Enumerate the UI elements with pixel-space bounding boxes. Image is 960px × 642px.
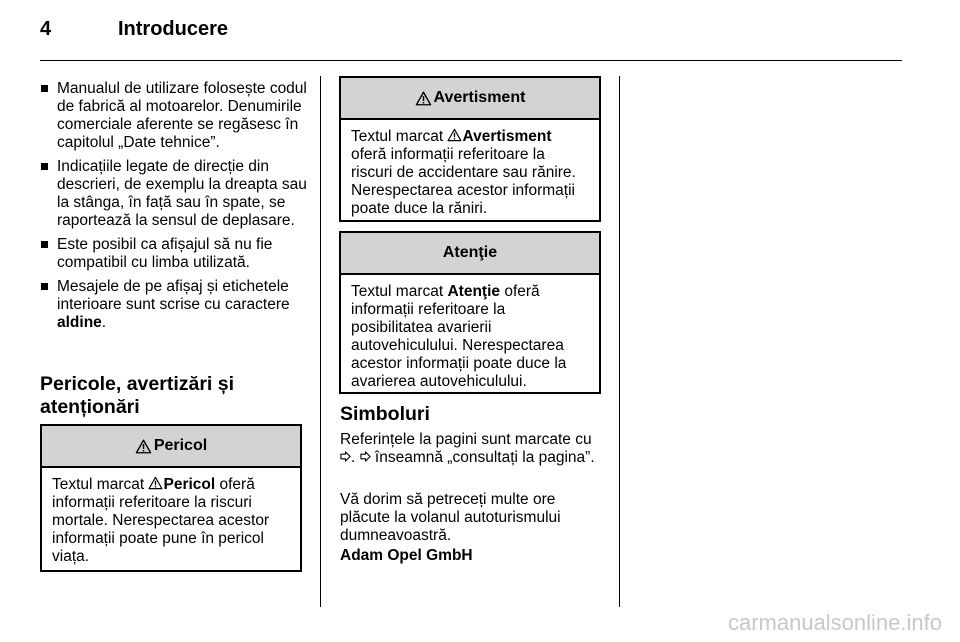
list-item bbox=[40, 236, 308, 272]
pericol-box-body bbox=[42, 468, 300, 566]
avertisment-box-header bbox=[341, 78, 599, 120]
simboluri-paragraph-2: Vă dorim să petreceți multe ore plăcute la volanul autoturismului dumneavoastră. bbox=[340, 491, 561, 544]
simboluri-paragraph-1 bbox=[340, 431, 605, 467]
page-reference-arrow-icon bbox=[340, 451, 351, 462]
warning-triangle-icon bbox=[135, 439, 152, 454]
simboluri-p1-c: înseamnă „consultați la pagina”. bbox=[370, 449, 595, 466]
atentie-body-rest: oferă informații referitoare la posibilitatea avarierii autovehiculului. Nerespectarea acestor informații poate duce la avarierea autovehiculului. bbox=[351, 283, 567, 390]
avertisment-box-title: Avertisment bbox=[433, 89, 526, 106]
atentie-box-title: Atenţie bbox=[442, 244, 498, 261]
column-divider-right bbox=[619, 76, 620, 607]
list-item-period: . bbox=[101, 314, 107, 331]
atentie-box-body bbox=[341, 275, 599, 391]
list-item bbox=[40, 158, 308, 230]
page-title: Introducere bbox=[118, 18, 229, 40]
list-item-text: Manualul de utilizare folosește codul de fabrică al motoarelor. Denumirile comerciale aferente se regăsesc în capitolul „Date tehnice”. bbox=[57, 80, 307, 151]
avertisment-box bbox=[339, 76, 601, 222]
warning-triangle-icon bbox=[148, 476, 163, 490]
warning-triangle-icon bbox=[447, 128, 462, 142]
page-number: 4 bbox=[40, 18, 52, 40]
list-item-text: Indicațiile legate de direcție din descrieri, de exemplu la dreapta sau la stânga, în față sau în spate, se raportează la sensul de deplasare. bbox=[57, 158, 307, 229]
section-heading-pericole: Pericole, avertizări și atenționări bbox=[40, 373, 235, 418]
header-rule bbox=[40, 60, 902, 61]
atentie-body-term: Atenţie bbox=[447, 283, 501, 300]
simboluri-p1-a: Referințele la pagini sunt marcate cu bbox=[340, 431, 592, 448]
avertisment-body-term: Avertisment bbox=[462, 128, 552, 145]
section-heading-simboluri: Simboluri bbox=[340, 403, 430, 425]
watermark: carmanualsonline.info bbox=[727, 610, 942, 635]
avertisment-body-prefix: Textul marcat bbox=[351, 128, 448, 145]
warning-triangle-icon bbox=[415, 91, 432, 106]
pericol-body-rest: oferă informații referitoare la riscuri mortale. Nerespectarea acestor informații poate pune în pericol viața. bbox=[52, 476, 270, 565]
company-name: Adam Opel GmbH bbox=[340, 547, 473, 564]
bold-term-aldine: aldine bbox=[57, 314, 102, 331]
column-divider-left bbox=[320, 76, 321, 607]
list-item bbox=[40, 80, 308, 152]
atentie-box-header bbox=[341, 233, 599, 275]
avertisment-box-body bbox=[341, 120, 599, 218]
list-item-text: Mesajele de pe afișaj și etichetele interioare sunt scrise cu caractere bbox=[57, 278, 290, 313]
bullet-list bbox=[40, 80, 308, 338]
atentie-body-prefix: Textul marcat bbox=[351, 283, 448, 300]
pericol-body-term: Pericol bbox=[163, 476, 216, 493]
avertisment-body-rest: oferă informații referitoare la riscuri de accidentare sau rănire. Nerespectarea acestor informații poate duce la răniri. bbox=[351, 146, 576, 217]
list-item-text: Este posibil ca afișajul să nu fie compatibil cu limba utilizată. bbox=[57, 236, 273, 271]
page-reference-arrow-icon bbox=[360, 451, 371, 462]
pericol-body-prefix: Textul marcat bbox=[52, 476, 149, 493]
list-item bbox=[40, 278, 308, 332]
atentie-box bbox=[339, 231, 601, 394]
pericol-box-header bbox=[42, 426, 300, 468]
simboluri-p1-b: . bbox=[351, 449, 360, 466]
pericol-box bbox=[40, 424, 302, 572]
pericol-box-title: Pericol bbox=[153, 437, 208, 454]
